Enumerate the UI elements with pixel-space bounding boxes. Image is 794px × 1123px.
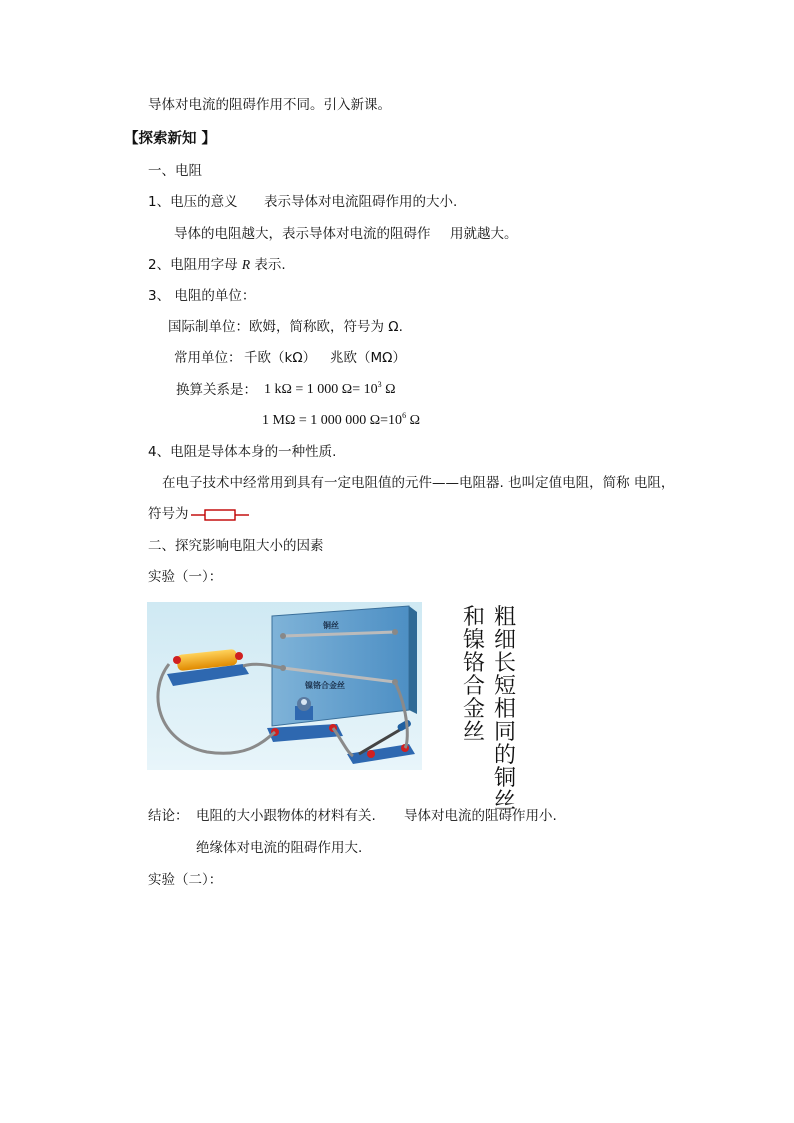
caption-left: 和镍铬合金丝 [462, 605, 485, 745]
conv2-pre: 1 MΩ = 1 000 000 Ω=10 [262, 413, 403, 428]
part1-heading: 一、电阻 [148, 163, 202, 179]
conversion-line1 [264, 381, 396, 399]
item1-text: 表示导体对电流阻碍作用的大小. [264, 194, 458, 210]
item1-note-a: 导体的电阻越大，表示导体对电流的阻碍作 [174, 226, 431, 242]
conv2-post: Ω [406, 413, 420, 428]
item3: 3、 电阻的单位： [148, 288, 256, 304]
conv1-exp: 3 [377, 380, 382, 389]
common-units-label: 常用单位： [174, 350, 242, 366]
item1-note-b: 用就越大。 [450, 226, 518, 242]
item2 [148, 256, 286, 274]
intro-line: 导体对电流的阻碍作用不同。引入新课。 [148, 97, 391, 113]
resistor-para-line2 [148, 505, 249, 523]
conclusion-text1: 电阻的大小跟物体的材料有关. [196, 808, 376, 824]
conversion-label: 换算关系是： [176, 382, 257, 398]
common-units-kilo: 千欧（kΩ） [244, 350, 317, 366]
conclusion-text3: 绝缘体对电流的阻碍作用大. [196, 840, 363, 856]
conversion-line2 [262, 412, 420, 430]
symbol-label: 符号为 [148, 506, 189, 522]
exp2-label: 实验（二）： [148, 872, 223, 888]
item2-post: 表示. [250, 257, 286, 273]
exp1-label: 实验（一）： [148, 569, 223, 585]
section-title: 【探索新知 】 [124, 131, 217, 147]
conv1-post: Ω [381, 382, 396, 397]
common-units-mega: 兆欧（MΩ） [330, 350, 406, 366]
label-nichrome: 镍铬合金丝 [305, 681, 345, 690]
resistor-symbol-icon [191, 508, 249, 520]
caption-right: 粗细长短相同的铜丝 [493, 605, 516, 814]
conv2-exp: 6 [402, 411, 407, 420]
si-unit: 国际制单位：欧姆，简称欧，符号为 Ω. [168, 319, 403, 335]
label-copper: 铜丝 [323, 621, 339, 630]
part2-heading: 二、探究影响电阻大小的因素 [148, 538, 324, 554]
resistor-para-line1: 在电子技术中经常用到具有一定电阻值的元件——电阻器. 也叫定值电阻，简称 电阻， [162, 475, 675, 491]
item4: 4、电阻是导体本身的一种性质. [148, 444, 337, 460]
conv1-pre: 1 kΩ = 1 000 Ω= 10 [264, 382, 378, 397]
item2-pre: 2、电阻用字母 [148, 257, 242, 273]
item1-label: 1、电压的意义 [148, 194, 238, 210]
item2-symbol: R [241, 257, 251, 272]
conclusion-text2: 导体对电流的阻碍作用小. [404, 808, 557, 824]
experiment-illustration [147, 602, 422, 770]
conclusion-label: 结论： [148, 808, 189, 824]
